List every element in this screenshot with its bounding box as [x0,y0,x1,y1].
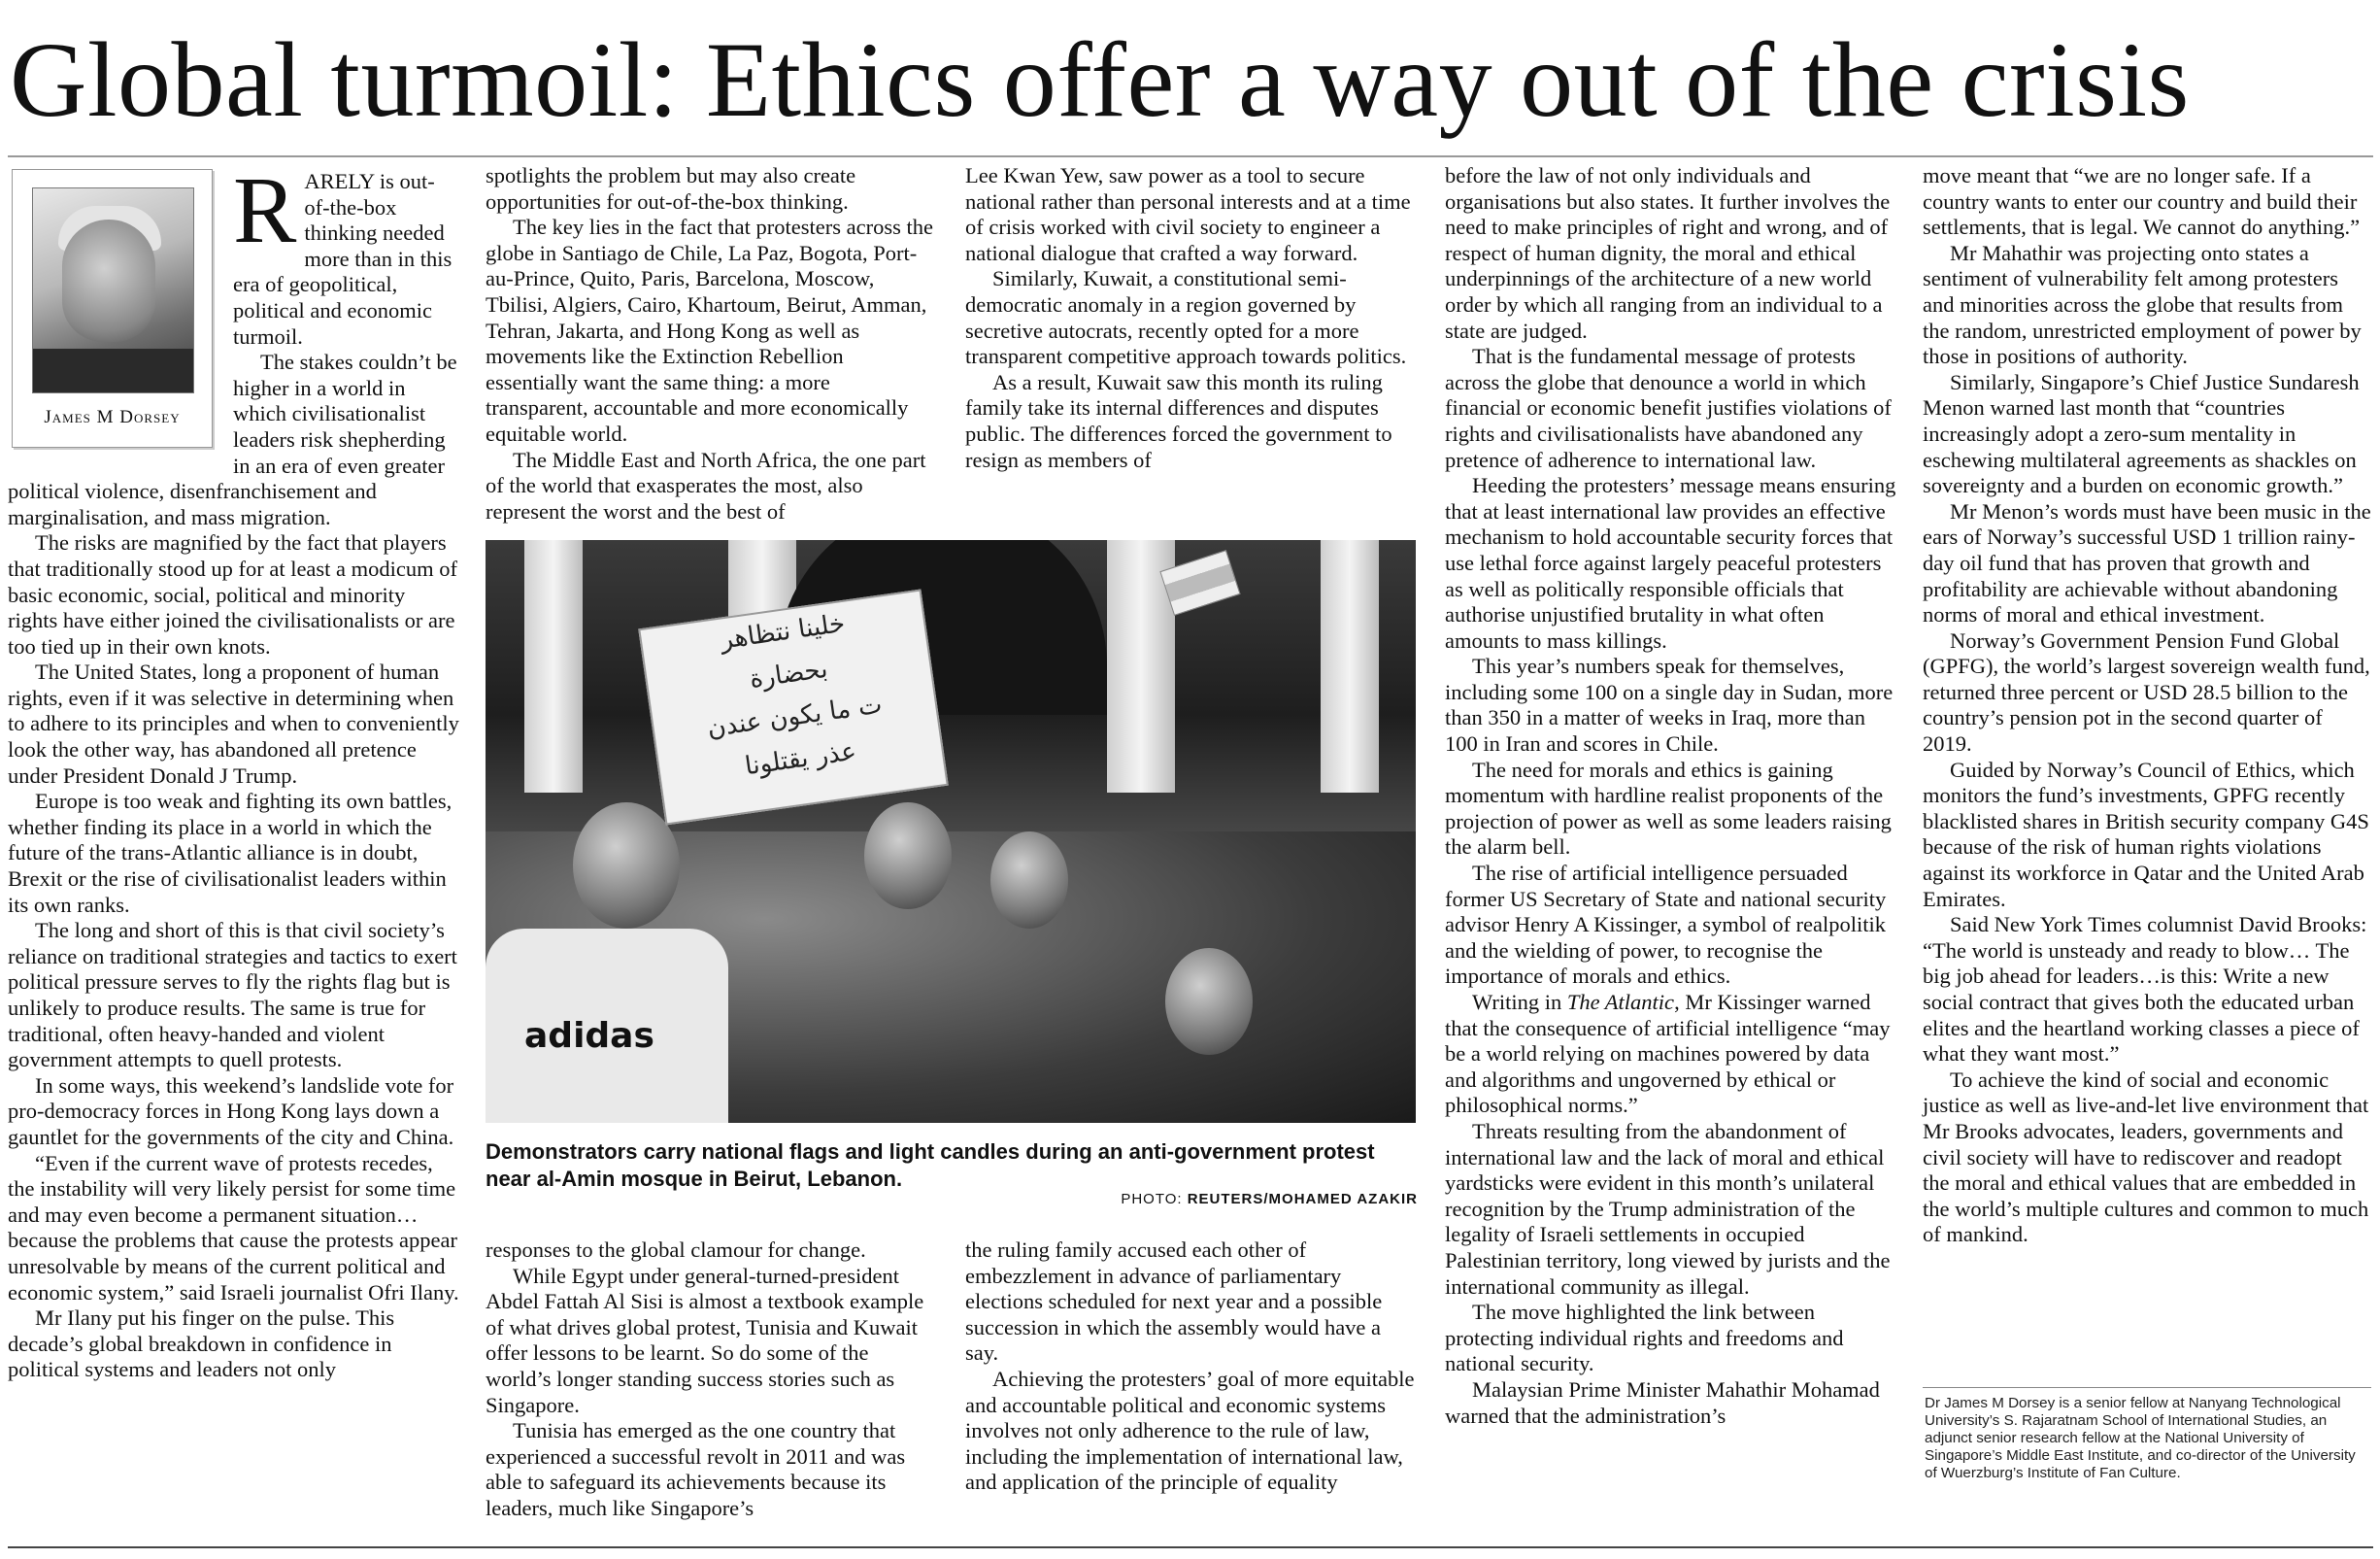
paragraph [1445,990,1896,1119]
headline: Global turmoil: Ethics offer a way out of the crisis [10,20,2190,139]
shirt-logo: adidas [524,1016,654,1056]
paragraph: “Even if the current wave of protests recedes, the instability will very likely persist for some time and may even become a permanent situation… because the problems that cause the protests appear unresolvable by means of the current political and economic system,” said Israeli journalist Ofri Ilany. [8,1150,459,1305]
author-name: James M Dorsey [44,407,181,427]
text: , Mr Kissinger warned that the consequence of artificial intelligence “may be a world relying on machines powered by data and algorithms and ungoverned by ethical or philosophical norms.” [1445,990,1891,1118]
column-4 [1445,163,1896,1429]
photo-credit [1088,1191,1418,1207]
paragraph: Similarly, Kuwait, a constitutional semi-democratic anomaly in a region governed by secretive autocrats, recently opted for a more transparent competitive approach towards politics. [965,266,1407,369]
paragraph: Lee Kwan Yew, saw power as a tool to secure national rather than personal interests and at a time of crisis worked with civil society to engineer a national dialogue that crafted a way forward. [965,163,1411,265]
sign-line: ت ما يكون عندن [705,690,885,744]
author-bio: Dr James M Dorsey is a senior fellow at Nanyang Technological University’s S. Rajaratnam School of International Studies, an adjunct senior research fellow at the National University of Singapore’s Middle East Institute, and co-director of the University of Wuerzburg’s Institute of Fan Culture. [1925,1395,2356,1481]
photo-person [990,831,1068,929]
column-5 [1923,163,2371,1248]
paragraph: The rise of artificial intelligence persuaded former US Secretary of State and national security advisor Henry A Kissinger, a symbol of realpolitik and the wielding of power, to recognise the importance of morals and ethics. [1445,861,1887,989]
paragraph: Malaysian Prime Minister Mahathir Mohamad warned that the administration’s [1445,1376,1880,1428]
paragraph: The stakes couldn’t be higher in a world in which civilisationalist leaders risk shepherding in an era of even greater political violence, disenfranchisement and marginalisation, and mass migration. [8,350,457,529]
paragraph: The long and short of this is that civil society’s reliance on traditional strategies and tactics to exert political pressure serves to fly the rights flag but is unlikely to produce results. The same is true for traditional, often heavy-handed and violent government attempts to quell protests. [8,918,457,1072]
paragraph: The key lies in the fact that protesters across the globe in Santiago de Chile, La Paz, Bogota, Port-au-Prince, Quito, Paris, Barcelona, Moscow, Tbilisi, Algiers, Cairo, Khartoum, Beirut, Amman, Tehran, Jakarta, and Hong Kong as well as movements like the Extinction Rebellion essentially want the same thing: a more transparent, accountable and more economically equitable world. [486,215,933,446]
paragraph: move meant that “we are no longer safe. If a country wants to enter our country and build their settlements, that is legal. We cannot do anything.” [1923,163,2361,240]
paragraph: The United States, long a proponent of human rights, even if it was selective in determining when to adhere to its principles and when to conveniently look the other way, has abandoned all pretence under President Donald J Trump. [8,660,459,788]
paragraph: Achieving the protesters’ goal of more equitable and accountable political and economic systems involves not only adherence to the rule of law, including the implementation of international law, and application of the principle of equality [965,1366,1415,1495]
drop-cap: R [233,158,297,263]
paragraph: Mr Ilany put his finger on the pulse. This decade’s global breakdown in confidence in political systems and leaders not only [8,1305,395,1382]
paragraph: Said New York Times columnist David Brooks: “The world is unsteady and ready to blow… The big job ahead for leaders…is this: Write a new social contract that gives both the educated urban elites and the heartland working classes a piece of what they want most.” [1923,912,2367,1067]
lead-text: ARELY is out-of-the-box thinking needed more than in this era of geopolitical, political and economic turmoil. [233,169,453,349]
photo-person [1165,948,1253,1055]
paragraph: Mr Mahathir was projecting onto states a sentiment of vulnerability felt among protesters and minorities across the globe that results from the random, unrestricted employment of power by those in positions of authority. [1923,240,2362,369]
paragraph: before the law of not only individuals and organisations but also states. It further involves the need to make principles of right and wrong, and of respect of human dignity, the moral and ethical underpinnings of the architecture of a new world order by which all ranging from an individual to a state are judged. [1445,163,1891,343]
sign-line: خلينا نتظاهر [719,608,848,656]
credit-prefix: PHOTO: [1121,1191,1188,1207]
paragraph: Guided by Norway’s Council of Ethics, which monitors the fund’s investments, GPFG recently blacklisted shares in British security company G4S because of the risk of human rights violations against its workforce in Qatar and the United Arab Emirates. [1923,757,2369,911]
author-portrait [32,187,194,393]
paragraph: In some ways, this weekend’s landslide vote for pro-democracy forces in Hong Kong lays down a gauntlet for the governments of the city and China. [8,1072,454,1149]
paragraph: Threats resulting from the abandonment of international law and the lack of moral and ethical yardsticks were evident in this month’s unilateral recognition by the Trump administration of the legality of Israeli settlements in occupied Palestinian territory, long viewed by jurists and the international community as illegal. [1445,1118,1891,1299]
paragraph: The need for morals and ethics is gaining momentum with hardline realist proponents of the projection of power as well as some leaders raising the alarm bell. [1445,757,1892,860]
column-2-bottom [486,1237,937,1522]
photo-person [573,802,680,929]
top-rule [8,155,2373,157]
protest-photo [486,540,1416,1123]
paragraph: That is the fundamental message of protests across the globe that denounce a world in which financial or economic benefit justifies violations of rights and civilisationalists have abandoned any pretence of adherence to international law. [1445,344,1892,472]
paragraph: Similarly, Singapore’s Chief Justice Sundaresh Menon warned last month that “countries increasingly adopt a zero-sum mentality in eschewing multilateral agreements as shackles on sovereignty and a burden on economic growth.” [1923,369,2360,498]
photo-caption: Demonstrators carry national flags and light candles during an anti-government protest near al-Amin mosque in Beirut, Lebanon. [486,1139,1375,1191]
photo-person [864,802,952,909]
bio-rule [1923,1387,2371,1388]
paragraph: Europe is too weak and fighting its own battles, whether finding its place in a world in which the future of the trans-Atlantic alliance is in doubt, Brexit or the rise of civilisationalist leaders within its own ranks. [8,789,453,917]
paragraph: As a result, Kuwait saw this month its ruling family take its internal differences and disputes public. The differences forced the government to resign as members of [965,369,1392,472]
bottom-rule [8,1546,2373,1548]
paragraph: Mr Menon’s words must have been music in the ears of Norway’s successful USD 1 trillion rainy-day oil fund that has proven that growth and profitability are achievable without abandoning norms of moral and ethical investment. [1923,498,2371,627]
photo-pillar [1321,540,1379,793]
paragraph: The move highlighted the link between protecting individual rights and freedoms and national security. [1445,1300,1844,1376]
paragraph: spotlights the problem but may also create opportunities for out-of-the-box thinking. [486,163,856,214]
author-box [12,169,213,448]
paragraph: the ruling family accused each other of embezzlement in advance of parliamentary elections scheduled for next year and a possible succession in which the assembly would have a say. [965,1237,1383,1366]
column-3-top [965,163,1417,473]
paragraph: The risks are magnified by the fact that players that traditionally stood up for at least a modicum of basic economic, social, political and minority rights have either joined the civilisationalists or are too tied up in their own knots. [8,530,458,659]
publication-name: The Atlantic [1566,990,1675,1014]
paragraph: Norway’s Government Pension Fund Global (GPFG), the world’s largest sovereign wealth fund, returned three percent or USD 28.5 billion to the country’s pension pot in the second quarter of 2019. [1923,627,2370,757]
sign-line: بحضارة [748,654,830,695]
paragraph: Tunisia has emerged as the one country that experienced a successful revolt in 2011 and was able to safeguard its achievements because its leaders, much like Singapore’s [486,1418,906,1520]
paragraph: The Middle East and North Africa, the one part of the world that exasperates the most, also represent the worst and the best of [486,447,926,524]
sign-line: عذر يقتلونا [743,736,858,782]
paragraph: responses to the global clamour for change. [486,1237,866,1262]
protest-sign [638,590,949,826]
paragraph: While Egypt under general-turned-president Abdel Fattah Al Sisi is almost a textbook example of what drives global protest, Tunisia and Kuwait offer lessons to be learnt. So do some of the world’s longer standing success stories such as Singapore. [486,1263,924,1417]
paragraph: Heeding the protesters’ message means ensuring that at least international law provides an effective mechanism to hold accountable security forces that use lethal force against largely peaceful protesters as well as politically responsible officials that authorise unjustified brutality in what often amounts to mass killings. [1445,473,1896,653]
photo-pillar [524,540,583,793]
text: Writing in [1472,990,1567,1014]
credit-name: REUTERS/MOHAMED AZAKIR [1187,1191,1418,1207]
portrait-face [62,220,155,342]
paragraph: To achieve the kind of social and economic justice as well as live-and-let live environment that Mr Brooks advocates, leaders, governments and civil society will have to rediscover and readopt the moral and ethical values that are embedded in the world’s multiple cultures and common to much of mankind. [1923,1067,2369,1247]
portrait-shirt [33,349,193,393]
paragraph: This year’s numbers speak for themselves, including some 100 on a single day in Sudan, more than 350 in a matter of weeks in Iraq, more than 100 in Iran and scores in Chile. [1445,654,1894,757]
column-2-top [486,163,937,525]
column-3-bottom [965,1237,1417,1496]
